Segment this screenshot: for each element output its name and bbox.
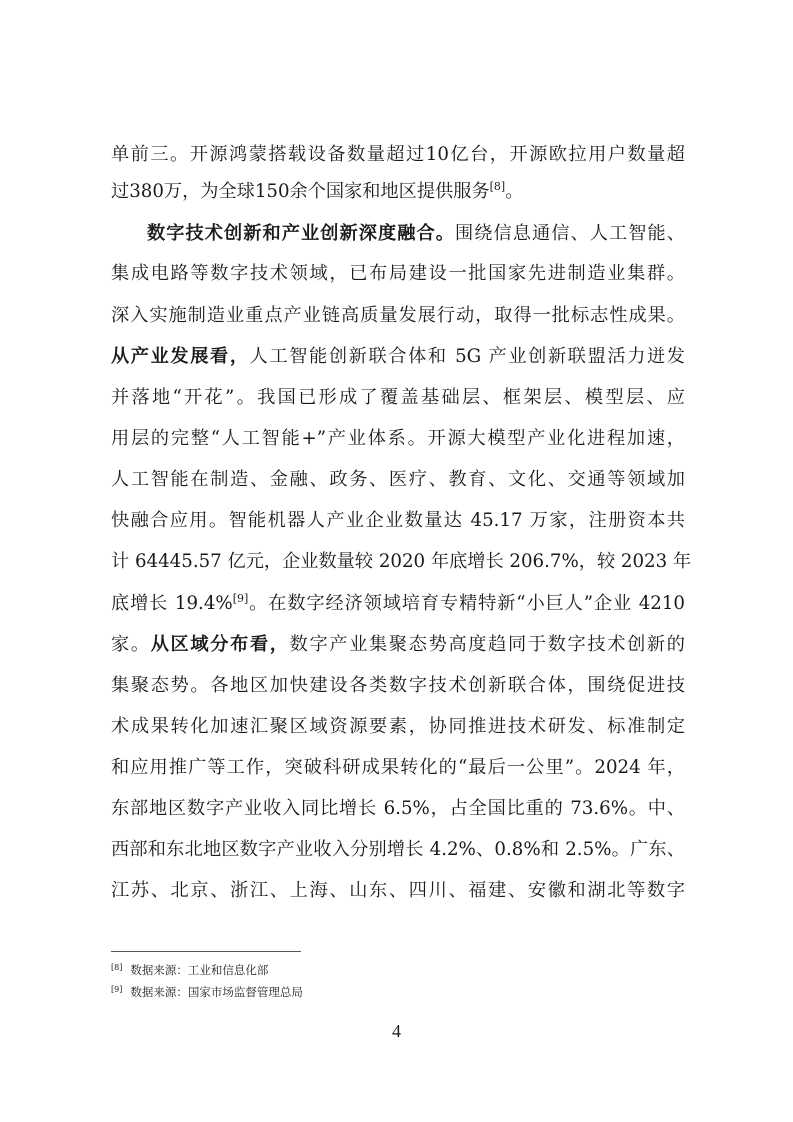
paragraph-line (111, 544, 692, 580)
text-segment: 单前三。开源鸿蒙搭载设备数量超过10亿台，开源欧拉用户数量超 (111, 144, 685, 165)
text-segment: 人工智能创新联合体和 5G 产业创新联盟活力迸发 (249, 346, 685, 367)
bold-heading: 从区域分布看， (150, 634, 290, 655)
text-segment: 和应用推广等工作，突破科研成果转化的“最后一公里”。2024 年， (111, 757, 685, 778)
paragraph-line (111, 421, 685, 457)
text-segment: 家。 (111, 634, 151, 655)
text-segment: 。 (505, 181, 524, 202)
footnote-text: 数据来源：国家市场监督管理总局 (130, 985, 303, 999)
text-segment: 人工智能在制造、金融、政务、医疗、教育、文化、交通等领域加 (111, 469, 685, 490)
text-segment: 深入实施制造业重点产业链高质量发展行动，取得一批标志性成果。 (111, 305, 685, 326)
text-segment: 术成果转化加速汇聚区域资源要素，协同推进技术研发、标准制定 (111, 716, 685, 737)
text-segment: 东部地区数字产业收入同比增长 6.5%，占全国比重的 73.6%。中、 (111, 798, 685, 819)
paragraph-line (111, 462, 685, 498)
text-segment: 用层的完整“人工智能+”产业体系。开源大模型产业化进程加速， (111, 428, 685, 449)
bold-heading: 从产业发展看， (111, 346, 250, 367)
text-segment: 集聚态势。各地区加快建设各类数字技术创新联合体，围绕促进技 (111, 675, 685, 696)
footnote-text: 数据来源：工业和信息化部 (130, 963, 269, 977)
text-segment: 围绕信息通信、人工智能、 (455, 223, 685, 244)
paragraph-line (111, 709, 685, 745)
paragraph-line (111, 380, 685, 416)
footnote-ref[interactable]: [9] (232, 592, 249, 605)
text-segment: 。在数字经济领域培育专精特新“小巨人”企业 4210 (248, 593, 685, 614)
text-segment: 计 64445.57 亿元，企业数量较 2020 年底增长 206.7%，较 2023 年 (111, 551, 692, 572)
paragraph-line (111, 298, 685, 334)
bold-heading: 数字技术创新和产业创新深度融合。 (147, 223, 456, 244)
text-segment: 集成电路等数字技术领域，已布局建设一批国家先进制造业集群。 (111, 263, 685, 284)
footnote (111, 984, 303, 1000)
footnote-marker: [9] (111, 985, 123, 994)
text-segment: 数字产业集聚态势高度趋同于数字技术创新的 (289, 634, 685, 655)
paragraph-line (111, 791, 685, 827)
footnote-marker: [8] (111, 963, 123, 972)
paragraph-line (111, 339, 685, 375)
paragraph-line (111, 503, 685, 539)
page-number: 4 (392, 1021, 401, 1041)
text-segment: 并落地“开花”。我国已形成了覆盖基础层、框架层、模型层、应 (111, 387, 685, 408)
paragraph-line (111, 174, 523, 210)
text-segment: 快融合应用。智能机器人产业企业数量达 45.17 万家，注册资本共 (111, 510, 685, 531)
text-segment: 江苏、北京、浙江、上海、山东、四川、福建、安徽和湖北等数字 (111, 880, 685, 901)
footnote-divider (111, 951, 301, 952)
paragraph-line (111, 137, 685, 173)
text-segment: 底增长 19.4% (111, 593, 233, 614)
footnote (111, 962, 268, 978)
paragraph-line (111, 627, 685, 663)
paragraph-line (111, 873, 685, 909)
paragraph-line (111, 750, 685, 786)
text-segment: 过380万，为全球150余个国家和地区提供服务 (111, 181, 490, 202)
paragraph-line (111, 668, 685, 704)
text-segment: 西部和东北地区数字产业收入分别增长 4.2%、0.8%和 2.5%。广东、 (111, 839, 685, 860)
paragraph-line (147, 216, 685, 252)
paragraph-line (111, 832, 685, 868)
footnote-ref[interactable]: [8] (489, 180, 506, 193)
paragraph-line (111, 586, 685, 622)
paragraph-line (111, 256, 685, 292)
